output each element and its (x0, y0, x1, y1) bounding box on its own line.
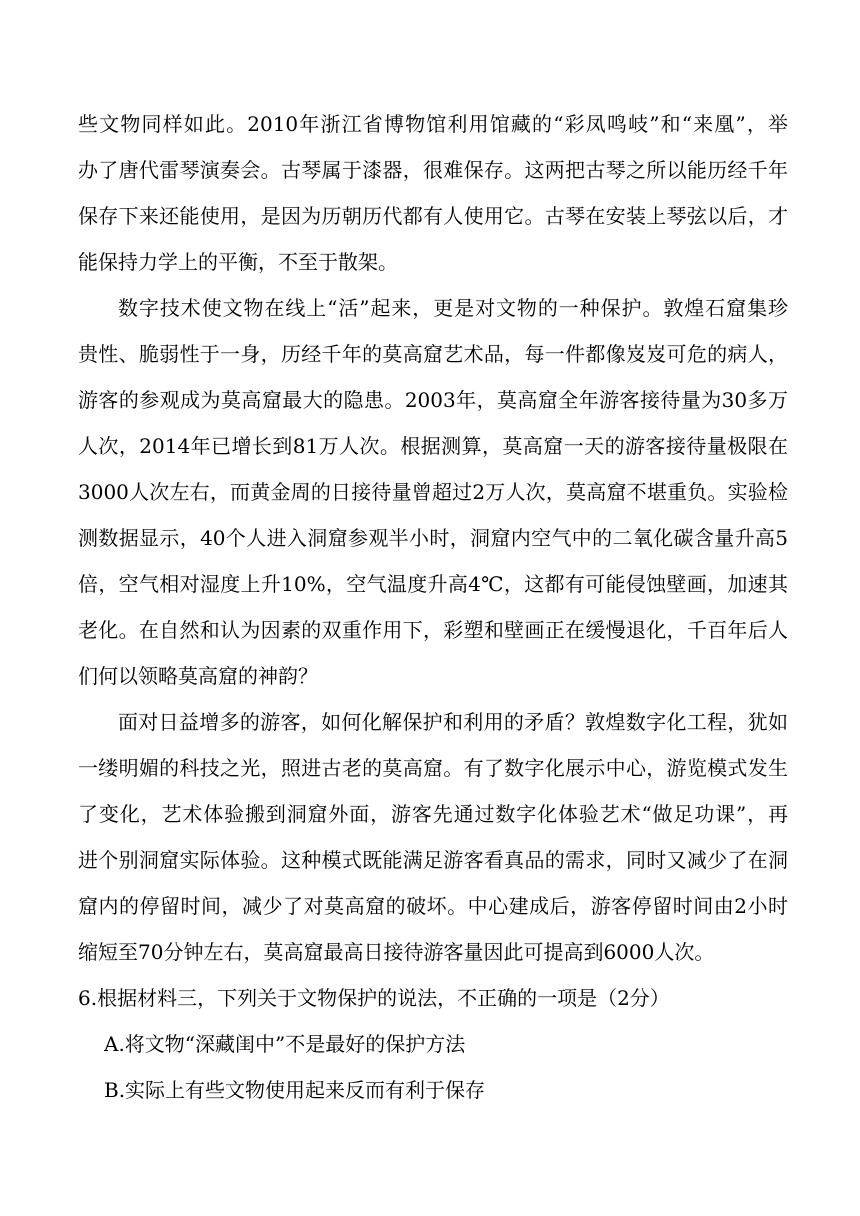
text-line: 窟内的停留时间，减少了对莫高窟的破坏。中心建成后，游客停留时间由2小时 (78, 894, 788, 918)
text-line: 老化。在自然和认为因素的双重作用下，彩塑和壁画正在缓慢退化，千百年后人 (78, 618, 788, 642)
text-line: 3000人次左右，而黄金周的日接待量曾超过2万人次，莫高窟不堪重负。实验检 (78, 480, 788, 504)
option-a: A.将文物“深藏闺中”不是最好的保护方法 (104, 1032, 466, 1056)
text-line: 数字技术使文物在线上“活”起来，更是对文物的一种保护。敦煌石窟集珍 (118, 296, 788, 320)
text-line: 些文物同样如此。2010年浙江省博物馆利用馆藏的“彩凤鸣岐”和“来凰”，举 (78, 112, 788, 136)
text-line: 了变化，艺术体验搬到洞窟外面，游客先通过数字化体验艺术“做足功课”，再 (78, 802, 788, 826)
text-line: 人次，2014年已增长到81万人次。根据测算，莫高窟一天的游客接待量极限在 (78, 434, 788, 458)
text-line: 测数据显示，40个人进入洞窟参观半小时，洞窟内空气中的二氧化碳含量升高5 (78, 526, 788, 550)
text-line: 倍，空气相对湿度上升10%，空气温度升高4℃，这都有可能侵蚀壁画，加速其 (78, 572, 788, 596)
question-stem: 6.根据材料三，下列关于文物保护的说法，不正确的一项是（2分） (78, 986, 670, 1010)
text-line: 们何以领略莫高窟的神韵？ (78, 664, 318, 688)
option-b: B.实际上有些文物使用起来反而有利于保存 (104, 1078, 486, 1102)
text-line: 保存下来还能使用，是因为历朝历代都有人使用它。古琴在安装上琴弦以后，才 (78, 204, 788, 228)
text-line: 面对日益增多的游客，如何化解保护和利用的矛盾？敦煌数字化工程，犹如 (118, 710, 788, 734)
text-line: 进个别洞窟实际体验。这种模式既能满足游客看真品的需求，同时又减少了在洞 (78, 848, 788, 872)
text-line: 办了唐代雷琴演奏会。古琴属于漆器，很难保存。这两把古琴之所以能历经千年 (78, 158, 788, 182)
text-line: 缩短至70分钟左右，莫高窟最高日接待游客量因此可提高到6000人次。 (78, 940, 715, 964)
text-line: 游客的参观成为莫高窟最大的隐患。2003年，莫高窟全年游客接待量为30多万 (78, 388, 788, 412)
text-line: 能保持力学上的平衡，不至于散架。 (78, 250, 398, 274)
text-line: 贵性、脆弱性于一身，历经千年的莫高窟艺术品，每一件都像岌岌可危的病人， (78, 342, 788, 366)
text-line: 一缕明媚的科技之光，照进古老的莫高窟。有了数字化展示中心，游览模式发生 (78, 756, 788, 780)
